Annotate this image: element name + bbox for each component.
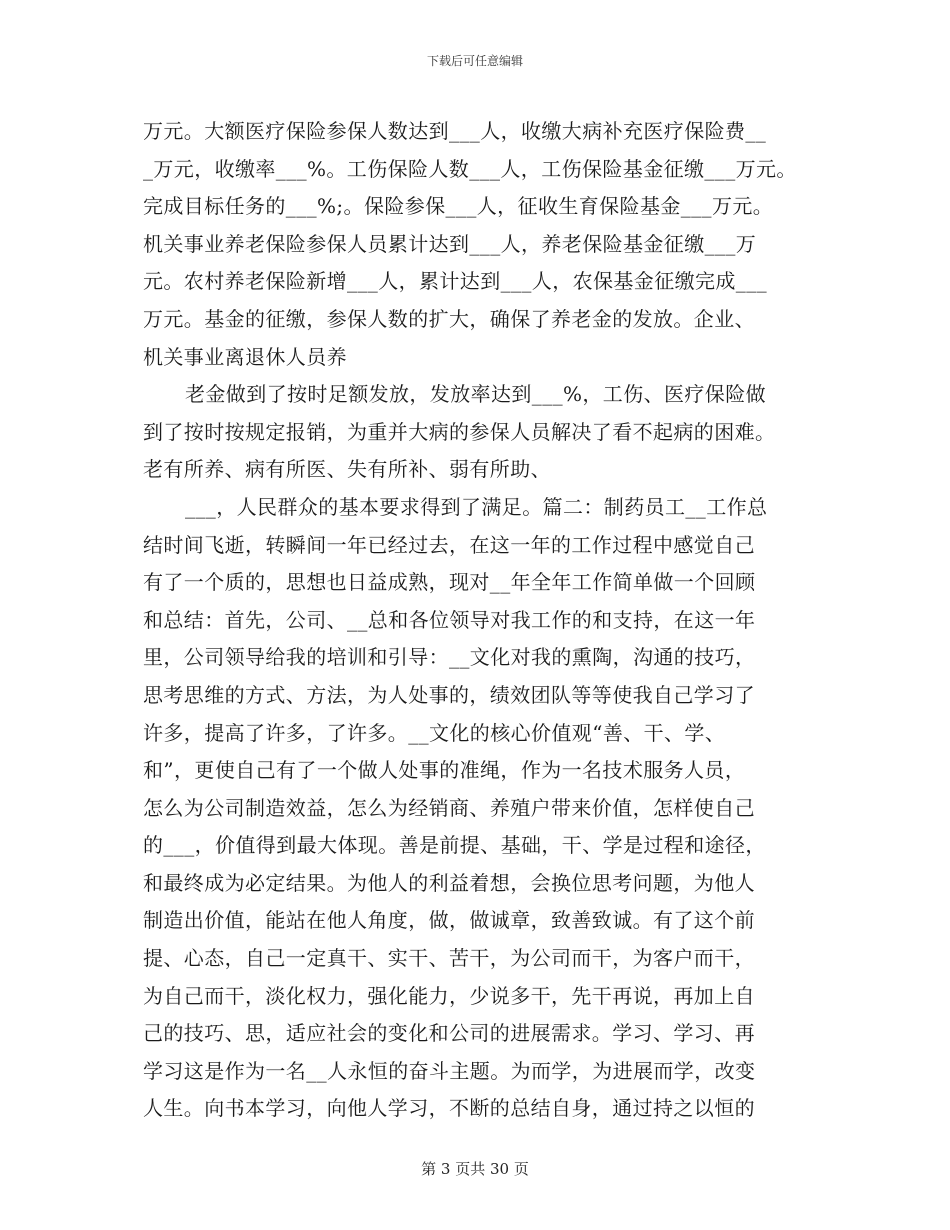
page-footer: 第 3 页共 30 页 xyxy=(421,1160,529,1178)
body-line: 和总结：首先，公司、__总和各位领导对我工作的和支持，在这一年 xyxy=(143,607,756,632)
body-line: 的___，价值得到最大体现。善是前提、基础，干、学是过程和途径， xyxy=(143,833,766,858)
body-line: 学习这是作为一名__人永恒的奋斗主题。为而学，为进展而学，改变 xyxy=(143,1058,756,1083)
body-line: 思考思维的方式、方法，为人处事的，绩效团队等等使我自己学习了 xyxy=(143,682,755,707)
body-line: 老有所养、病有所医、失有所补、弱有所助、 xyxy=(143,457,551,482)
body-line: 机关事业养老保险参保人员累计达到___人，养老保险基金征缴___万 xyxy=(143,231,757,256)
body-line: 里，公司领导给我的培训和引导：__文化对我的熏陶，沟通的技巧， xyxy=(143,645,756,670)
body-line: 制造出价值，能站在他人角度，做，做诚章，致善致诚。有了这个前 xyxy=(143,908,755,933)
body-line: 和最终成为必定结果。为他人的利益着想，会换位思考问题，为他人 xyxy=(143,870,755,895)
body-line: 提、心态，自己一定真干、实干、苦干，为公司而干，为客户而干， xyxy=(143,946,755,971)
body-line: 老金做到了按时足额发放，发放率达到___%，工伤、医疗保险做 xyxy=(185,382,767,407)
body-line: 有了一个质的，思想也日益成熟，现对__年全年工作简单做一个回顾 xyxy=(143,570,756,595)
body-line: 人生。向书本学习，向他人学习，不断的总结自身，通过持之以恒的 xyxy=(143,1096,755,1121)
body-line: 己的技巧、思，适应社会的变化和公司的进展需求。学习、学习、再 xyxy=(143,1021,755,1046)
body-line: _万元，收缴率___%。工伤保险人数___人，工伤保险基金征缴___万元。 xyxy=(143,156,797,181)
body-line: 到了按时按规定报销，为重并大病的参保人员解决了看不起病的困难。 xyxy=(143,419,776,444)
body-line: 机关事业离退休人员养 xyxy=(143,344,347,369)
body-line: 许多，提高了许多，了许多。__文化的核心价值观“善、干、学、 xyxy=(143,720,726,745)
body-line: 完成目标任务的___%;。保险参保___人，征收生育保险基金___万元。 xyxy=(143,194,774,219)
body-line: 万元。大额医疗保险参保人数达到___人，收缴大病补充医疗保险费__ xyxy=(143,119,767,143)
body-line: 结时间飞逝，转瞬间一年已经过去，在这一年的工作过程中感觉自己 xyxy=(143,532,755,557)
page-header: 下载后可任意编辑 xyxy=(426,54,523,68)
document-body xyxy=(143,113,823,1128)
body-line: 万元。基金的征缴，参保人数的扩大，确保了养老金的发放。企业、 xyxy=(143,306,755,331)
body-line: 为自己而干，淡化权力，强化能力，少说多干，先干再说，再加上自 xyxy=(143,983,755,1008)
body-line: ___，人民群众的基本要求得到了满足。篇二：制药员工__工作总 xyxy=(185,494,768,519)
body-line: 怎么为公司制造效益，怎么为经销商、养殖户带来价值，怎样使自己 xyxy=(143,795,755,820)
body-line: 元。农村养老保险新增___人，累计达到___人，农保基金征缴完成___ xyxy=(143,269,767,294)
body-line: 和”，更使自己有了一个做人处事的准绳，作为一名技术服务人员， xyxy=(143,758,746,783)
